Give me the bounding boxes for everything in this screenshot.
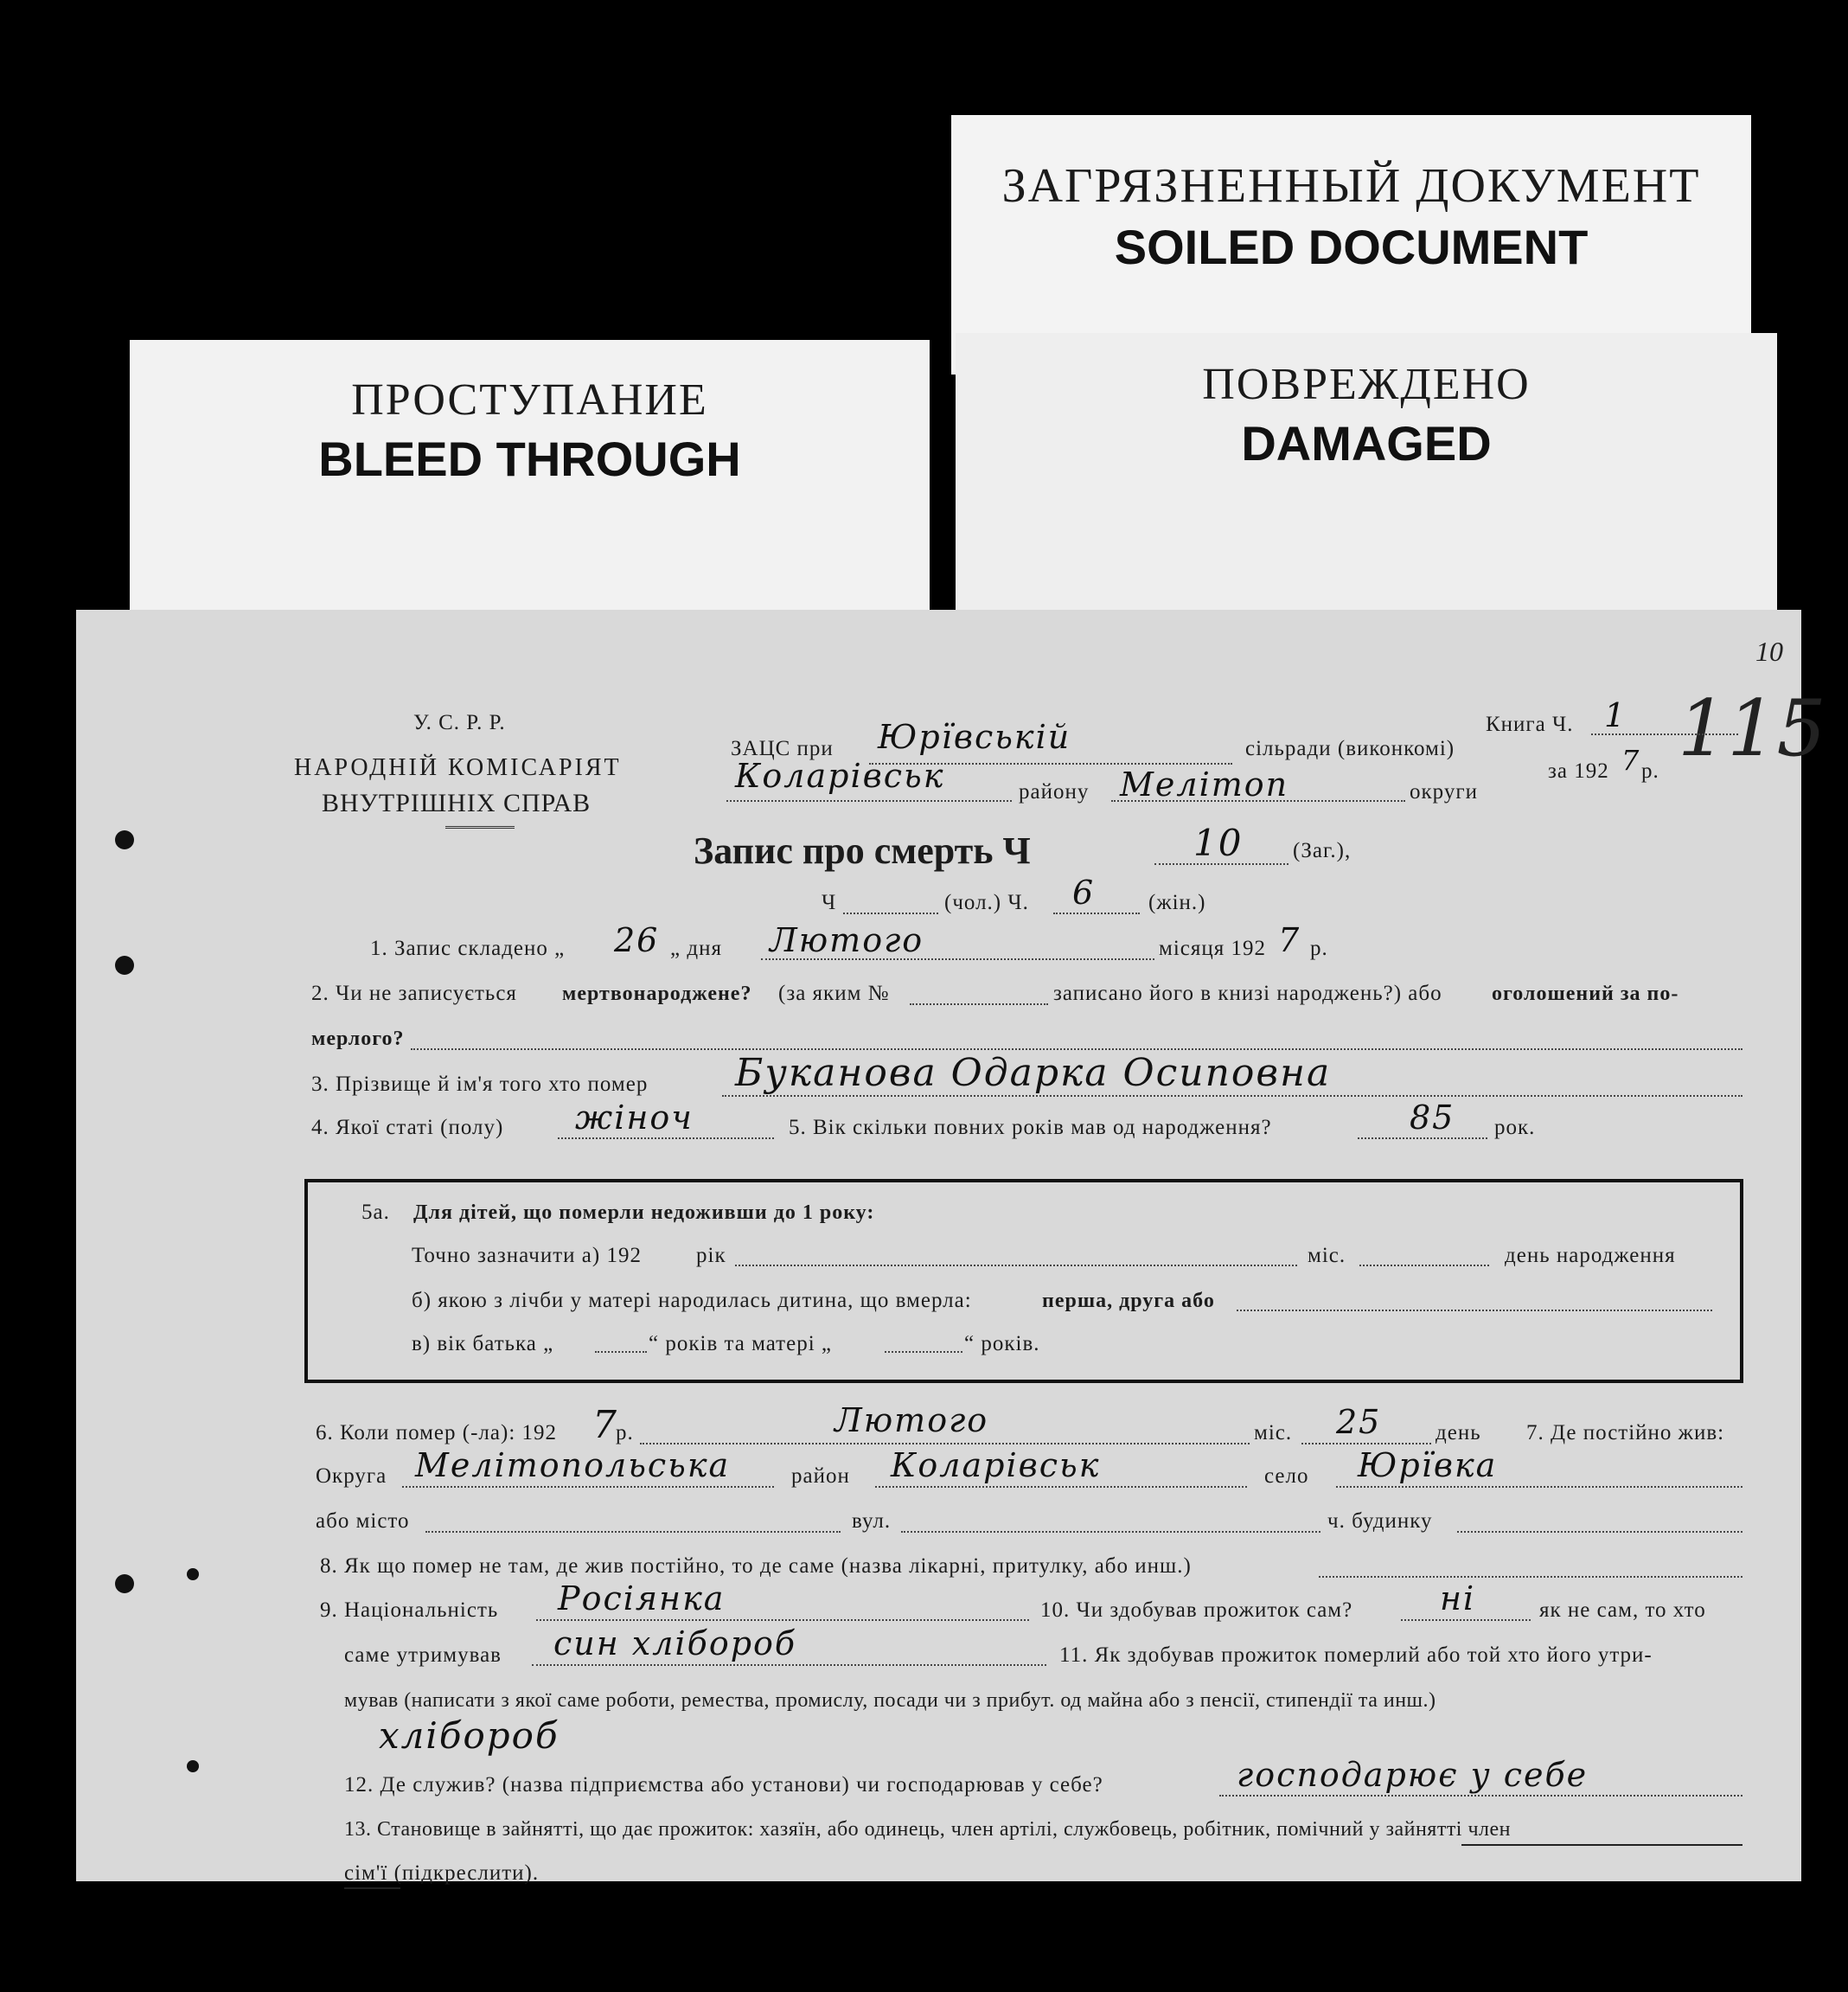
f3-label: 3. Прізвище й ім'я того хто помер bbox=[311, 1073, 649, 1096]
f2-bold1: мертвонароджене? bbox=[562, 983, 752, 1005]
okruha-line bbox=[1111, 800, 1405, 802]
f5-label: 5. Вік скільки повних років мав од народження? bbox=[789, 1116, 1272, 1139]
f12-line bbox=[1219, 1795, 1742, 1797]
f5a-c3: “ років. bbox=[964, 1332, 1040, 1355]
f2-bold2: оголошений за по- bbox=[1492, 983, 1679, 1005]
f5a-a2: рік bbox=[696, 1244, 726, 1267]
record-suffix: (Заг.), bbox=[1293, 839, 1352, 862]
f5-unit: рок. bbox=[1494, 1116, 1536, 1139]
f12-value: господарює у себе bbox=[1237, 1756, 1589, 1794]
f9-label: 9. Національність bbox=[320, 1598, 499, 1622]
rayon2-label: район bbox=[791, 1464, 850, 1488]
f5a-a-line2 bbox=[1359, 1265, 1489, 1266]
vul-line bbox=[901, 1531, 1320, 1533]
damaged-label-en: DAMAGED bbox=[1241, 416, 1492, 471]
soiled-label-ru: ЗАГРЯЗНЕННЫЙ ДОКУМЕНТ bbox=[1001, 159, 1701, 213]
record-number-line bbox=[1154, 863, 1288, 865]
f11-value: хлібороб bbox=[379, 1714, 560, 1757]
f7-label: 7. Де постійно жив: bbox=[1526, 1421, 1725, 1444]
f5a-num: 5а. bbox=[361, 1201, 390, 1224]
f2-mid2: записано його в книзі народжень?) або bbox=[1053, 982, 1442, 1005]
okruha-value: Мелітоп bbox=[1120, 765, 1289, 804]
f3-line bbox=[722, 1095, 1742, 1097]
f5a-c1: в) вік батька „ bbox=[412, 1332, 554, 1355]
punch-hole bbox=[187, 1760, 199, 1772]
bleed-label-en: BLEED THROUGH bbox=[318, 432, 741, 486]
misto-label: або місто bbox=[316, 1509, 410, 1533]
f4-line bbox=[558, 1137, 774, 1139]
f8-label: 8. Як що помер не там, де жив постійно, то де саме (назва лікарні, притулку, або инш.) bbox=[320, 1554, 1192, 1578]
rayon-label: району bbox=[1019, 780, 1090, 804]
f5a-a4: день народження bbox=[1505, 1244, 1676, 1267]
f2-line bbox=[411, 1048, 1742, 1050]
rayon-line bbox=[726, 800, 1012, 802]
f6-day-line bbox=[1301, 1443, 1431, 1444]
okruha-label: округи bbox=[1410, 780, 1478, 804]
bleed-label-ru: ПРОСТУПАНИЕ bbox=[351, 375, 708, 425]
f5a-a3: міс. bbox=[1308, 1244, 1346, 1267]
commissariat-line1: НАРОДНІЙ КОМІСАРІЯТ bbox=[294, 754, 622, 781]
f12-label: 12. Де служив? (назва підприємства або установи) чи господарював у себе? bbox=[344, 1773, 1103, 1797]
stamp-number: 115 bbox=[1678, 683, 1826, 774]
header-rule bbox=[445, 826, 515, 829]
selo-label: село bbox=[1264, 1464, 1309, 1488]
misto-line bbox=[425, 1531, 841, 1533]
f5a-b-line bbox=[1237, 1310, 1712, 1311]
book-line bbox=[1591, 733, 1738, 735]
f6-r: р. bbox=[616, 1421, 634, 1444]
vul-label: вул. bbox=[852, 1509, 892, 1533]
corner-number: 10 bbox=[1755, 636, 1783, 667]
f2-number-line bbox=[910, 1003, 1048, 1005]
f2-bold3: мерлого? bbox=[311, 1028, 405, 1050]
f1-day: 26 bbox=[614, 921, 660, 959]
f1-day-label: „ дня bbox=[670, 937, 722, 960]
year-suffix: р. bbox=[1641, 759, 1659, 783]
f11-label: 11. Як здобував прожиток померлий або той хто його утри- bbox=[1059, 1643, 1653, 1667]
f6-day: 25 bbox=[1336, 1403, 1382, 1441]
f10-line2-dots bbox=[532, 1664, 1046, 1666]
f2-mid: (за яким № bbox=[778, 982, 890, 1005]
commissariat-line2: ВНУТРІШНІХ СПРАВ bbox=[322, 789, 591, 817]
male-line bbox=[843, 913, 938, 914]
damaged-slip bbox=[956, 333, 1777, 618]
soiled-label-en: SOILED DOCUMENT bbox=[1114, 220, 1589, 274]
silrada-label: сільради (виконкомі) bbox=[1245, 737, 1455, 760]
f3-value: Буканова Одарка Осиповна bbox=[735, 1051, 1332, 1095]
okruha2-line bbox=[402, 1486, 774, 1488]
f5a-c-line1 bbox=[595, 1351, 647, 1353]
f1-label: 1. Запис складено „ bbox=[370, 937, 566, 960]
f13-underline2 bbox=[344, 1887, 400, 1889]
f5a-b2: перша, друга або bbox=[1042, 1290, 1215, 1312]
book-value: 1 bbox=[1604, 696, 1627, 734]
f1-month-line bbox=[761, 958, 1154, 960]
f4-label: 4. Якої статі (полу) bbox=[311, 1116, 504, 1139]
f6-den: день bbox=[1436, 1421, 1481, 1444]
f6-mis: міс. bbox=[1254, 1421, 1293, 1444]
budynok-line bbox=[1457, 1531, 1742, 1533]
f4-value: жіноч bbox=[575, 1098, 694, 1137]
f5a-c-line2 bbox=[885, 1351, 962, 1353]
record-number: 10 bbox=[1193, 822, 1244, 864]
f10-value2: син хлібороб bbox=[553, 1624, 797, 1662]
f5a-title: Для дітей, що померли недоживши до 1 року: bbox=[413, 1201, 875, 1224]
year-value: 7 bbox=[1621, 744, 1641, 777]
rayon-value: Коларівськ bbox=[735, 757, 945, 795]
f6-month-line bbox=[640, 1443, 1250, 1444]
f8-line bbox=[1319, 1576, 1742, 1578]
damaged-label-ru: ПОВРЕЖДЕНО bbox=[1202, 360, 1531, 409]
f5a-a-line1 bbox=[735, 1265, 1297, 1266]
f2-label: 2. Чи не записується bbox=[311, 982, 517, 1005]
okruha2-label: Округа bbox=[316, 1464, 387, 1488]
f1-r: р. bbox=[1310, 937, 1328, 960]
okruha2-value: Мелітопольська bbox=[415, 1446, 731, 1484]
rayon2-line bbox=[875, 1486, 1247, 1488]
ussr-label: У. С. Р. Р. bbox=[413, 711, 506, 734]
record-title: Запис про смерть Ч bbox=[694, 829, 1031, 872]
punch-hole bbox=[115, 830, 134, 849]
f6-year: 7 bbox=[592, 1403, 618, 1447]
female-value: 6 bbox=[1072, 874, 1096, 912]
zags-label: ЗАЦС при bbox=[731, 737, 834, 760]
female-label: (жін.) bbox=[1148, 891, 1206, 914]
f6-label: 6. Коли помер (-ла): 192 bbox=[316, 1421, 558, 1444]
selo-line bbox=[1336, 1486, 1742, 1488]
zags-value: Юрївській bbox=[878, 718, 1071, 756]
punch-hole bbox=[115, 956, 134, 975]
f5a-a1: Точно зазначити а) 192 bbox=[412, 1244, 642, 1267]
f11-line2: мував (написати з якої саме роботи, ремества, промислу, посади чи з прибут. од майна або з пенсії, стипендії та инш.) bbox=[344, 1689, 1436, 1712]
male-label: (чол.) Ч. bbox=[944, 891, 1029, 914]
year-label: за 192 bbox=[1548, 759, 1609, 783]
f1-year: 7 bbox=[1278, 921, 1301, 959]
f9-value: Росіянка bbox=[558, 1579, 726, 1617]
f5a-c2: “ років та матері „ bbox=[649, 1332, 832, 1355]
f13-underline bbox=[1461, 1844, 1742, 1846]
bleed-through-slip bbox=[130, 340, 930, 625]
book-label: Книга Ч. bbox=[1486, 713, 1574, 736]
budynok-label: ч. будинку bbox=[1327, 1509, 1433, 1533]
f13-line2: сім'ї (підкреслити). bbox=[344, 1861, 540, 1885]
f6-month: Лютого bbox=[834, 1401, 989, 1439]
f10-label: 10. Чи здобував прожиток сам? bbox=[1040, 1598, 1353, 1622]
f5a-b1: б) якою з лічби у матері народилась дитина, що вмерла: bbox=[412, 1289, 972, 1312]
f13-line1: 13. Становище в зайнятті, що дає прожиток: хазяїн, або одинець, член артілі, службовець, робітник, помічний у зайнятті член bbox=[344, 1818, 1512, 1841]
punch-hole bbox=[187, 1568, 199, 1580]
female-line bbox=[1053, 913, 1140, 914]
f10-line2: саме утримував bbox=[344, 1643, 502, 1667]
f5-line bbox=[1358, 1137, 1487, 1139]
male-ch: Ч bbox=[822, 891, 837, 914]
f1-month: Лютого bbox=[770, 921, 924, 959]
rayon2-value: Коларівськ bbox=[891, 1446, 1101, 1484]
f10-tail: як не сам, то хто bbox=[1539, 1598, 1706, 1622]
f10-line bbox=[1401, 1619, 1531, 1621]
f9-line bbox=[536, 1619, 1029, 1621]
f5-value: 85 bbox=[1410, 1098, 1455, 1137]
f1-month-label: місяця 192 bbox=[1159, 937, 1266, 960]
selo-value: Юрївка bbox=[1358, 1446, 1498, 1484]
f10-value: ні bbox=[1440, 1579, 1476, 1617]
punch-hole bbox=[115, 1574, 134, 1593]
